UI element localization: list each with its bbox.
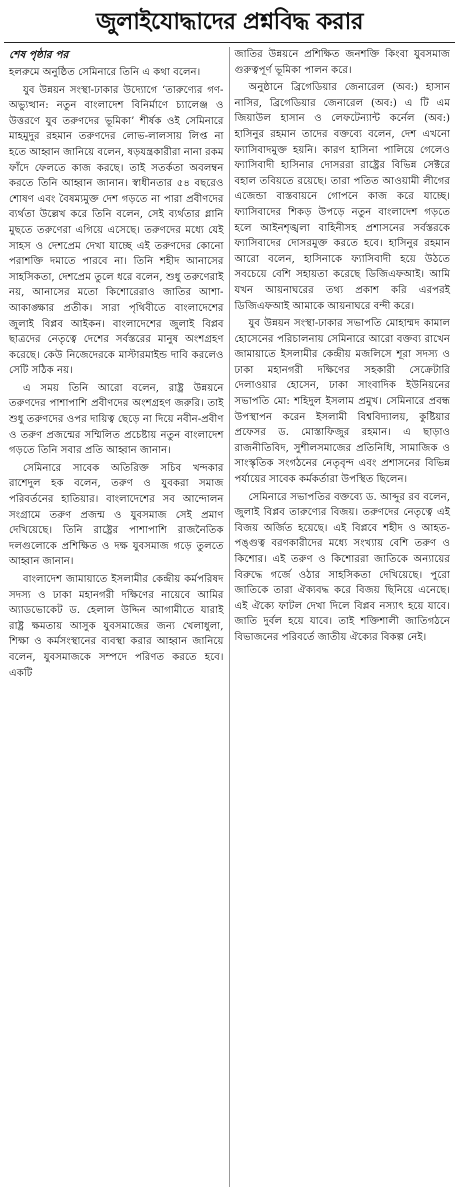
article-body [4,47,455,1187]
headline: জুলাইযোদ্ধাদের প্রশ্নবিদ্ধ করার [4,4,455,43]
paragraph: বাংলাদেশ জামায়াতে ইসলামীর কেন্দ্রীয় কর্মপরিষদ সদস্য ও ঢাকা মহানগরী দক্ষিণের নায়েবে আমির অ্যাডভোকেট ড. হেলাল উদ্দিন আগামীতে যারাই রাষ্ট্র ক্ষমতায় আসুক যুবসমাজের জন্য খেলাধুলা, শিক্ষা ও কর্মসংস্থানের ব্যবস্থা করার আহ্বান জানিয়ে বলেন, যুবসমাজকে সম্পদে পরিণত করতে হবে। একটি [9,574,224,679]
continued-label: শেষ পৃষ্ঠার পর [9,49,69,61]
paragraph: যুব উন্নয়ন সংস্থা-ঢাকার সভাপতি মোহাম্মদ কামাল হোসেনের পরিচালনায় সেমিনারে আরো বক্তব্য রাখেন জামায়াতে ইসলামীর কেন্দ্রীয় মজলিসে শূরা সদস্য ও ঢাকা মহানগরী দক্ষিণের সহকারী সেক্রেটারি দেলাওয়ার হোসেন, ঢাকা সাংবাদিক ইউনিয়নের সভাপতি মো: শহিদুল ইসলাম প্রমুখ। সেমিনারে প্রবন্ধ উপস্থাপন করেন ইসলামী বিশ্ববিদ্যালয়, কুষ্টিয়ার প্রফেসর ড. মোস্তাফিজুর রহমান। এ ছাড়াও রাজনীতিবিদ, সুশীলসমাজের প্রতিনিধি, সামাজিক ও সাংস্কৃতিক সংগঠনের নেতৃবৃন্দ এবং প্রশাসনের বিভিন্ন পর্যায়ের সাবেক কর্মকর্তারা উপস্থিত ছিলেন। [234,318,450,486]
paragraph: সেমিনারে সভাপতির বক্তব্যে ড. আব্দুর রব বলেন, জুলাই বিপ্লব তারুণ্যের বিজয়। তরুণদের নেতৃত্বে এই বিজয় অর্জিত হয়েছে। এই বিপ্লবে শহীদ ও আহত-পঙ্গুত্ব বরণকারীদের মধ্যে সংখ্যায় বেশি তরুণ ও কিশোর। এই তরুণ ও কিশোররা জাতিকে অন্যায়ের বিরুদ্ধে গর্জে ওঠার সাহসিকতা দেখিয়েছে। পুরো জাতিকে তারা ঐক্যবদ্ধ করে বিজয় ছিনিয়ে এনেছে। এই ঐক্যে ফাটল দেখা দিলে বিপ্লব নস্যাৎ হয়ে যাবে। জাতি দুর্বল হয়ে যাবে। তাই শক্তিশালী জাতিগঠনে বিভাজনের পরিবর্তে জাতীয় ঐক্যের বিকল্প নেই। [234,491,450,643]
paragraph: জাতির উন্নয়নে প্রশিক্ষিত জনশক্তি কিংবা যুবসমাজ গুরুত্বপূর্ণ ভূমিকা পালন করে। [234,49,450,76]
right-column [230,47,456,1187]
paragraph: অনুষ্ঠানে ব্রিগেডিয়ার জেনারেল (অব:) হাসান নাসির, ব্রিগেডিয়ার জেনারেল (অব:) এ টি এম জিয়াউল হাসান ও লেফটেন্যান্ট কর্নেল (অব:) হাসিনুর রহমান তাদের বক্তব্যে বলেন, দেশ এখনো ফ্যাসিবাদমুক্ত হয়নি। কারণ হাসিনা পালিয়ে গেলেও ফ্যাসিবাদী হাসিনার দোসররা রাষ্ট্রের বিভিন্ন সেক্টরে বহাল তবিয়তে রয়েছে। তারা পতিত আওয়ামী লীগের এজেন্ডা বাস্তবায়নে গোপনে কাজ করে যাচ্ছে। ফ্যাসিবাদের শিকড় উপড়ে নতুন বাংলাদেশ গড়তে হলে আইনশৃঙ্খলা বাহিনীসহ প্রশাসনের সর্বস্তরকে ফ্যাসিবাদের দোসরমুক্ত করতে হবে। হাসিনুর রহমান আরো বলেন, হাসিনাকে ফ্যাসিবাদী হয়ে উঠতে সবচেয়ে বেশি সহায়তা করেছে ডিজিএফআই। আমি যখন আয়নাঘরের তথ্য প্রকাশ করি এরপরই ডিজিএফআই আমাকে আয়নাঘরে বন্দী করে। [234,82,450,312]
paragraph: যুব উন্নয়ন সংস্থা-ঢাকার উদ্যোগে ‘তারুণ্যের গণ-অভ্যুত্থান: নতুন বাংলাদেশ বিনির্মাণে চ্যালেঞ্জ ও উত্তরণে যুব তরুণদের ভূমিকা’ শীর্ষক ওই সেমিনারে মাহমুদুর রহমান তরুণদের লোভ-লালসায় লিপ্ত না হতে আহ্বান জানিয়ে বলেন, ষড়যন্ত্রকারীরা নানা রকম ফাঁদে ফেলতে কাজ করছে। তাই সতর্কতা অবলম্বন করতে তিনি আহ্বান জানান। স্বাধীনতার ৫৪ বছরেও শোষণ এবং বৈষম্যমুক্ত দেশ গড়তে না পারা প্রবীণদের ব্যর্থতা উল্লেখ করে তিনি বলেন, সেই ব্যর্থতার গ্লানি মুছতে তরুণেরা এগিয়ে এসেছে। তরুণদের মধ্যে যেই সাহস ও দেশপ্রেম দেখা যাচ্ছে এই তরুণদের কোনো পরাশক্তি দমাতে পারবে না। তিনি শহীদ আনাসের সাহসিকতা, দেশপ্রেম তুলে ধরে বলেন, শুধু তরুণেরাই নয়, আনাসের মতো কিশোরেরাও জাতির আশা-আকাঙ্ক্ষার প্রতীক। সারা পৃথিবীতে বাংলাদেশের জুলাই বিপ্লব আইকন। বাংলাদেশের জুলাই বিপ্লব ছাত্রদের নেতৃত্বে দেশের সর্বস্তরের মানুষ অংশগ্রহণ করেছে। কেউ নিজেদেরকে মাস্টারমাইন্ড দাবি করলেও সেটি সঠিক নয়। [9,84,224,377]
left-column [4,47,230,1187]
paragraph: সেমিনারে সাবেক অতিরিক্ত সচিব খন্দকার রাশেদুল হক বলেন, তরুণ ও যুবকরা সমাজ পরিবর্তনের হাতিয়ার। বাংলাদেশের সব আন্দোলন সংগ্রামে তরুণ প্রজন্ম ও যুবসমাজ সেই প্রমাণ দেখিয়েছে। তিনি রাষ্ট্রের পাশাপাশি রাজনৈতিক দলগুলোকে প্রশিক্ষিত ও দক্ষ যুবসমাজ গড়ে তুলতে আহ্বান জানান। [9,462,224,568]
paragraph: হলরুমে অনুষ্ঠিত সেমিনারে তিনি এ কথা বলেন। [9,67,201,78]
paragraph: এ সময় তিনি আরো বলেন, রাষ্ট্র উন্নয়নে তরুণদের পাশাপাশি প্রবীণদের অংশগ্রহণ জরুরি। তাই শুধু তরুণদের ওপর দায়িত্ব ছেড়ে না দিয়ে নবীন-প্রবীণ ও তরুণ প্রজন্মের সম্মিলিত প্রচেষ্টায় নতুন বাংলাদেশ গড়তে তিনি সবার প্রতি আহ্বান জানান। [9,382,224,457]
